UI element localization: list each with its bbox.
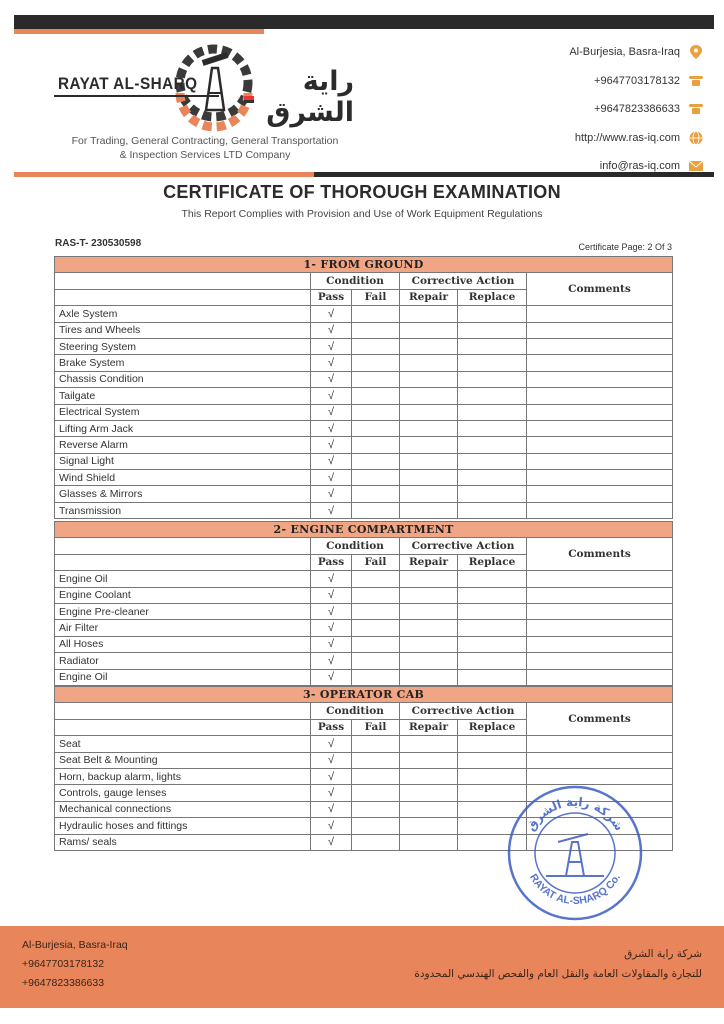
comments-cell [527, 653, 673, 669]
replace-cell [458, 453, 527, 469]
replace-cell [458, 420, 527, 436]
header-top-bar [14, 15, 714, 29]
pass-checkmark: √ [311, 834, 352, 850]
pass-checkmark: √ [311, 669, 352, 685]
pass-checkmark: √ [311, 404, 352, 420]
repair-cell [400, 388, 458, 404]
table-row [55, 437, 673, 453]
replace-cell [458, 669, 527, 685]
inspection-item: Rams/ seals [55, 834, 311, 850]
repair-cell [400, 306, 458, 322]
repair-cell [400, 338, 458, 354]
table-row [55, 355, 673, 371]
fail-cell [352, 338, 400, 354]
pass-header: Pass [311, 554, 352, 570]
repair-cell [400, 834, 458, 850]
repair-header: Repair [400, 719, 458, 735]
repair-cell [400, 371, 458, 387]
repair-header: Repair [400, 554, 458, 570]
comments-cell [527, 620, 673, 636]
page-number: Certificate Page: 2 Of 3 [578, 242, 672, 252]
repair-cell [400, 453, 458, 469]
repair-cell [400, 785, 458, 801]
table-row [55, 752, 673, 768]
fail-cell [352, 736, 400, 752]
fail-cell [352, 502, 400, 518]
repair-cell [400, 437, 458, 453]
section-table [54, 521, 673, 686]
fail-cell [352, 420, 400, 436]
comments-cell [527, 502, 673, 518]
replace-cell [458, 587, 527, 603]
comments-cell [527, 404, 673, 420]
section-header [55, 257, 673, 273]
repair-cell [400, 768, 458, 784]
svg-text:RAYAT AL-SHARQ Co. [527, 872, 623, 907]
fail-cell [352, 486, 400, 502]
inspection-item: Mechanical connections [55, 801, 311, 817]
section-title: 2- ENGINE COMPARTMENT [55, 522, 673, 538]
globe-icon [688, 130, 704, 146]
footer-address: Al-Burjesia, Basra-Iraq [22, 939, 128, 951]
company-name-en: RAYAT AL-SHARQ [58, 74, 198, 93]
repair-cell [400, 818, 458, 834]
inspection-item: Tires and Wheels [55, 322, 311, 338]
column-group-header [55, 273, 673, 289]
table-row [55, 669, 673, 685]
fail-cell [352, 322, 400, 338]
reference-number: RAS-T- 230530598 [55, 238, 142, 249]
pass-checkmark: √ [311, 785, 352, 801]
replace-cell [458, 768, 527, 784]
tagline-line-2: & Inspection Services LTD Company [119, 149, 291, 161]
replace-cell [458, 355, 527, 371]
replace-cell [458, 502, 527, 518]
column-group-header [55, 703, 673, 719]
fail-cell [352, 470, 400, 486]
phone-icon [688, 101, 704, 117]
document-subtitle: This Report Complies with Provision and Use of Work Equipment Regulations [181, 208, 543, 220]
corrective-action-header: Corrective Action [400, 703, 527, 719]
corrective-action-header: Corrective Action [400, 273, 527, 289]
table-row [55, 736, 673, 752]
pass-checkmark: √ [311, 736, 352, 752]
comments-cell [527, 371, 673, 387]
table-row [55, 453, 673, 469]
pass-checkmark: √ [311, 437, 352, 453]
replace-cell [458, 388, 527, 404]
inspection-item: Steering System [55, 338, 311, 354]
inspection-item: Wind Shield [55, 470, 311, 486]
table-row [55, 404, 673, 420]
fail-cell [352, 404, 400, 420]
comments-cell [527, 453, 673, 469]
section-table [54, 256, 673, 519]
inspection-item: Electrical System [55, 404, 311, 420]
repair-cell [400, 669, 458, 685]
corrective-action-header: Corrective Action [400, 538, 527, 554]
pass-header: Pass [311, 719, 352, 735]
pass-checkmark: √ [311, 571, 352, 587]
replace-cell [458, 620, 527, 636]
fail-cell [352, 603, 400, 619]
replace-cell [458, 322, 527, 338]
replace-header: Replace [458, 554, 527, 570]
pass-checkmark: √ [311, 636, 352, 652]
replace-header: Replace [458, 719, 527, 735]
inspection-item: Brake System [55, 355, 311, 371]
inspection-item: Lifting Arm Jack [55, 420, 311, 436]
fail-cell [352, 801, 400, 817]
stamp-text-ar: شركة راية الشرق [523, 794, 627, 834]
fail-cell [352, 587, 400, 603]
inspection-item: Axle System [55, 306, 311, 322]
comments-cell [527, 486, 673, 502]
table-row [55, 470, 673, 486]
repair-cell [400, 620, 458, 636]
repair-header: Repair [400, 289, 458, 305]
inspection-item: Controls, gauge lenses [55, 785, 311, 801]
table-row [55, 420, 673, 436]
comments-cell [527, 736, 673, 752]
comments-cell [527, 338, 673, 354]
comments-header: Comments [527, 538, 673, 571]
header-accent-bar [14, 29, 264, 34]
comments-cell [527, 768, 673, 784]
pass-checkmark: √ [311, 306, 352, 322]
table-row [55, 768, 673, 784]
section-title: 1- FROM GROUND [55, 257, 673, 273]
footer-contact [22, 936, 128, 993]
fail-cell [352, 306, 400, 322]
comments-cell [527, 420, 673, 436]
fail-cell [352, 669, 400, 685]
comments-cell [527, 636, 673, 652]
comments-cell [527, 306, 673, 322]
section-header [55, 522, 673, 538]
inspection-item: Transmission [55, 502, 311, 518]
fail-cell [352, 818, 400, 834]
repair-cell [400, 404, 458, 420]
repair-cell [400, 801, 458, 817]
condition-header: Condition [311, 273, 400, 289]
inspection-item: Radiator [55, 653, 311, 669]
fail-cell [352, 834, 400, 850]
comments-cell [527, 587, 673, 603]
replace-cell [458, 437, 527, 453]
fail-cell [352, 388, 400, 404]
pass-checkmark: √ [311, 322, 352, 338]
condition-header: Condition [311, 703, 400, 719]
table-row [55, 388, 673, 404]
pass-checkmark: √ [311, 371, 352, 387]
replace-cell [458, 636, 527, 652]
replace-cell [458, 752, 527, 768]
footer-ar-line-2: للتجارة والمقاولات العامة والنقل العام والفحص الهندسي المحدودة [414, 968, 702, 980]
inspection-item: Chassis Condition [55, 371, 311, 387]
contact-phone-2: +9647823386633 [464, 95, 704, 124]
table-row [55, 338, 673, 354]
replace-cell [458, 338, 527, 354]
repair-cell [400, 603, 458, 619]
tagline-line-1: For Trading, General Contracting, General Transportation [71, 135, 339, 147]
comments-cell [527, 355, 673, 371]
stamp-seal-icon [506, 784, 644, 922]
table-row [55, 653, 673, 669]
fail-cell [352, 571, 400, 587]
table-row [55, 571, 673, 587]
pass-checkmark: √ [311, 338, 352, 354]
inspection-item: Glasses & Mirrors [55, 486, 311, 502]
contact-email[interactable]: info@ras-iq.com [464, 152, 704, 181]
pass-checkmark: √ [311, 752, 352, 768]
contact-address: Al-Burjesia, Basra-Iraq [464, 38, 704, 67]
section-header [55, 687, 673, 703]
inspection-item: Engine Oil [55, 571, 311, 587]
comments-header: Comments [527, 273, 673, 306]
stamp-text-en: RAYAT AL-SHARQ Co. [527, 871, 623, 908]
repair-cell [400, 752, 458, 768]
table-row [55, 502, 673, 518]
inspection-item: Reverse Alarm [55, 437, 311, 453]
pass-checkmark: √ [311, 453, 352, 469]
pass-checkmark: √ [311, 388, 352, 404]
pass-checkmark: √ [311, 818, 352, 834]
empty-cell [55, 289, 311, 305]
pass-checkmark: √ [311, 620, 352, 636]
comments-cell [527, 752, 673, 768]
comments-cell [527, 388, 673, 404]
empty-cell [55, 273, 311, 289]
column-group-header [55, 538, 673, 554]
pass-checkmark: √ [311, 502, 352, 518]
replace-cell [458, 371, 527, 387]
fail-cell [352, 371, 400, 387]
replace-cell [458, 306, 527, 322]
fail-header: Fail [352, 554, 400, 570]
repair-cell [400, 587, 458, 603]
fail-cell [352, 453, 400, 469]
repair-cell [400, 653, 458, 669]
table-row [55, 603, 673, 619]
comments-cell [527, 322, 673, 338]
inspection-item: All Hoses [55, 636, 311, 652]
phone-icon [688, 73, 704, 89]
inspection-item: Engine Coolant [55, 587, 311, 603]
comments-cell [527, 603, 673, 619]
fail-cell [352, 437, 400, 453]
footer-ar-line-1: شركة راية الشرق [624, 948, 702, 960]
table-row [55, 322, 673, 338]
condition-header: Condition [311, 538, 400, 554]
pass-checkmark: √ [311, 801, 352, 817]
header-divider-accent [14, 172, 314, 177]
comments-cell [527, 571, 673, 587]
contact-block [464, 38, 704, 181]
inspection-item: Tailgate [55, 388, 311, 404]
repair-cell [400, 502, 458, 518]
empty-cell [55, 719, 311, 735]
inspection-item: Hydraulic hoses and fittings [55, 818, 311, 834]
empty-cell [55, 538, 311, 554]
replace-cell [458, 486, 527, 502]
svg-text:شركة راية الشرق [524, 795, 627, 834]
replace-header: Replace [458, 289, 527, 305]
fail-cell [352, 653, 400, 669]
replace-cell [458, 404, 527, 420]
replace-cell [458, 470, 527, 486]
repair-cell [400, 355, 458, 371]
table-row [55, 306, 673, 322]
table-row [55, 587, 673, 603]
footer-phone-1: +9647703178132 [22, 958, 105, 970]
fail-header: Fail [352, 289, 400, 305]
pass-checkmark: √ [311, 355, 352, 371]
repair-cell [400, 470, 458, 486]
fail-cell [352, 785, 400, 801]
company-name-ar: راية الشرق [266, 66, 354, 128]
repair-cell [400, 636, 458, 652]
fail-cell [352, 620, 400, 636]
inspection-item: Seat Belt & Mounting [55, 752, 311, 768]
comments-cell [527, 470, 673, 486]
inspection-item: Signal Light [55, 453, 311, 469]
table-row [55, 636, 673, 652]
repair-cell [400, 571, 458, 587]
pass-checkmark: √ [311, 603, 352, 619]
empty-cell [55, 554, 311, 570]
fail-header: Fail [352, 719, 400, 735]
inspection-item: Engine Oil [55, 669, 311, 685]
pass-checkmark: √ [311, 768, 352, 784]
inspection-item: Air Filter [55, 620, 311, 636]
pass-checkmark: √ [311, 420, 352, 436]
document-title: CERTIFICATE OF THOROUGH EXAMINATION [163, 182, 561, 202]
company-logo [54, 38, 354, 133]
contact-phone-1: +9647703178132 [464, 67, 704, 96]
fail-cell [352, 636, 400, 652]
table-row [55, 371, 673, 387]
repair-cell [400, 486, 458, 502]
table-row [55, 486, 673, 502]
inspection-item: Horn, backup alarm, lights [55, 768, 311, 784]
empty-cell [55, 703, 311, 719]
fail-cell [352, 355, 400, 371]
footer-company-ar [414, 944, 702, 984]
replace-cell [458, 603, 527, 619]
replace-cell [458, 571, 527, 587]
pass-checkmark: √ [311, 470, 352, 486]
inspection-item: Engine Pre-cleaner [55, 603, 311, 619]
section-title: 3- OPERATOR CAB [55, 687, 673, 703]
comments-cell [527, 437, 673, 453]
pass-checkmark: √ [311, 486, 352, 502]
pass-checkmark: √ [311, 587, 352, 603]
company-tagline [40, 134, 370, 162]
comments-cell [527, 669, 673, 685]
company-stamp [506, 784, 644, 922]
repair-cell [400, 736, 458, 752]
repair-cell [400, 322, 458, 338]
contact-website[interactable]: http://www.ras-iq.com [464, 124, 704, 153]
comments-header: Comments [527, 703, 673, 736]
fail-cell [352, 768, 400, 784]
repair-cell [400, 420, 458, 436]
inspection-item: Seat [55, 736, 311, 752]
location-icon [688, 44, 704, 60]
replace-cell [458, 653, 527, 669]
pass-header: Pass [311, 289, 352, 305]
fail-cell [352, 752, 400, 768]
replace-cell [458, 736, 527, 752]
footer-phone-2: +9647823386633 [22, 977, 105, 989]
table-row [55, 620, 673, 636]
pass-checkmark: √ [311, 653, 352, 669]
